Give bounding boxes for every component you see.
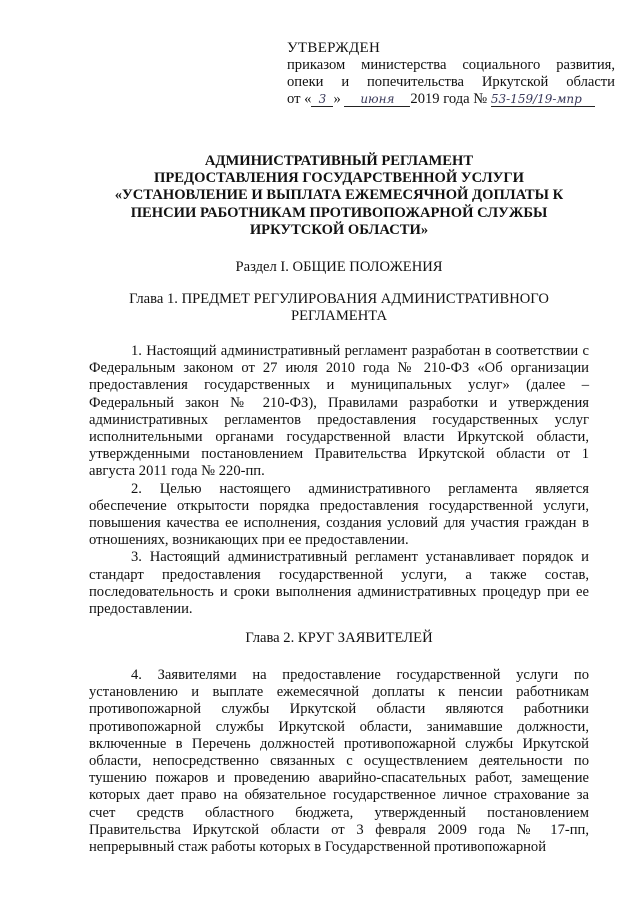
approval-line-1: приказом министерства социального развития, xyxy=(287,57,615,73)
title-line: ИРКУТСКОЙ ОБЛАСТИ» xyxy=(249,221,429,238)
date-month: июня xyxy=(344,92,410,107)
date-mid: » xyxy=(333,91,345,107)
paragraph: 2. Целью настоящего административного регламента является обеспечение открытости порядка предоставления государственной услуги, повышения качества ее исполнения, создания условий для участия граждан в отношениях, возникающих при ее предоставлении. xyxy=(89,480,589,549)
order-number: 53-159/19-мпр xyxy=(491,92,595,107)
chapter-1-body xyxy=(89,343,589,618)
approval-title: УТВЕРЖДЕН xyxy=(287,40,381,56)
chapter-2-heading: Глава 2. КРУГ ЗАЯВИТЕЛЕЙ xyxy=(245,630,433,646)
paragraph: 1. Настоящий административный регламент разработан в соответствии с Федеральным законом от 27 июля 2010 года № 210-ФЗ «Об организации предоставления государственных и муниципальных услуг» (далее – Федеральный закон № 210-ФЗ), Правилами разработки и утверждения административных регламентов предоставления государственных услуг исполнительными органами государственной власти Иркутской области, утвержденными постановлением Правительства Иркутской области от 1 августа 2011 года № 220-пп. xyxy=(89,343,589,480)
chapter-2-body xyxy=(89,667,589,856)
title-line: ПЕНСИИ РАБОТНИКАМ ПРОТИВОПОЖАРНОЙ СЛУЖБЫ xyxy=(130,204,548,221)
title-line: ПРЕДОСТАВЛЕНИЯ ГОСУДАРСТВЕННОЙ УСЛУГИ xyxy=(154,170,524,187)
date-day: 3 xyxy=(311,92,333,107)
chapter-1-heading xyxy=(90,291,588,325)
chapter-1-line-2: РЕГЛАМЕНТА xyxy=(291,308,387,324)
date-prefix: от « xyxy=(287,91,312,107)
chapter-1-line-1: Глава 1. ПРЕДМЕТ РЕГУЛИРОВАНИЯ АДМИНИСТРАТИВНОГО xyxy=(129,291,549,307)
document-title xyxy=(90,153,588,239)
paragraph: 3. Настоящий административный регламент устанавливает порядок и стандарт предоставления государственной услуги, а также состав, последовательность и сроки выполнения административных процедур при ее предоставлении. xyxy=(89,549,589,618)
section-heading: Раздел I. ОБЩИЕ ПОЛОЖЕНИЯ xyxy=(235,259,443,275)
approval-date-line xyxy=(287,91,615,108)
title-line: «УСТАНОВЛЕНИЕ И ВЫПЛАТА ЕЖЕМЕСЯЧНОЙ ДОПЛАТЫ К xyxy=(114,187,564,204)
paragraph: 4. Заявителями на предоставление государственной услуги по установлению и выплате ежемесячной доплаты к пенсии работникам противопожарной службы Иркутской области являются работники противопожарной службы Иркутской области, занимавшие должности, включенные в Перечень должностей противопожарной службы Иркутской области, непосредственно связанных с осуществлением деятельности по тушению пожаров и проведению аварийно-спасательных работ, замещение которых дает право на обязательное государственное личное страхование за счет средств областного бюджета, утвержденный постановлением Правительства Иркутской области от 3 февраля 2009 года № 17-пп, непрерывный стаж работы которых в Государственной противопожарной xyxy=(89,667,589,856)
approval-line-2: опеки и попечительства Иркутской области xyxy=(287,74,615,90)
title-line: АДМИНИСТРАТИВНЫЙ РЕГЛАМЕНТ xyxy=(204,153,474,169)
date-year: 2019 года № xyxy=(410,91,488,107)
approval-stamp xyxy=(287,40,615,108)
